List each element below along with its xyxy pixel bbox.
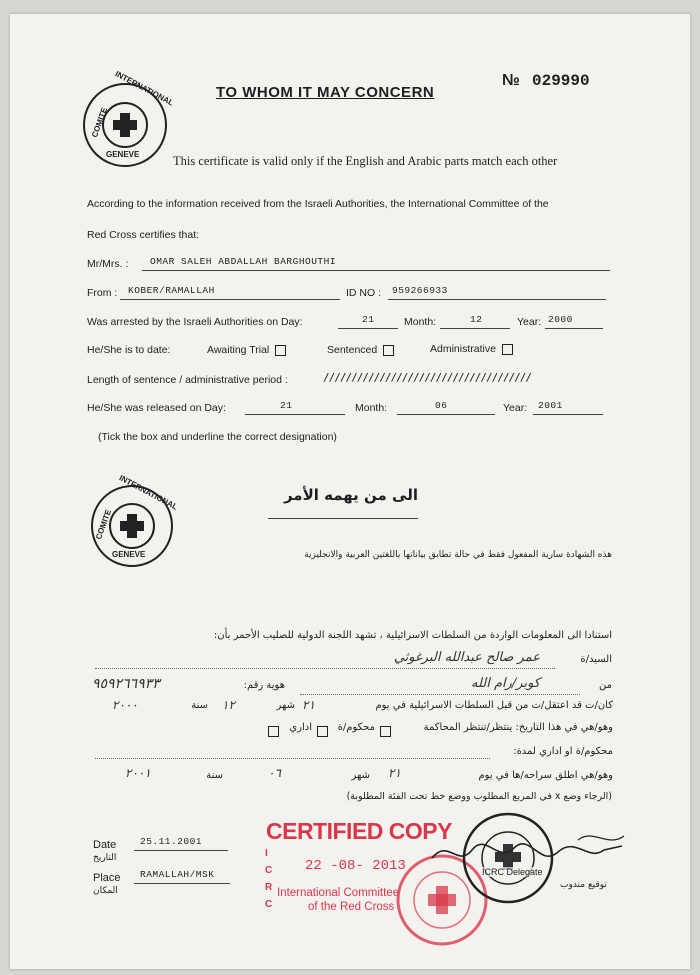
emblem-ring-top: INTERNATIONAL [113, 69, 176, 108]
ar-arrested-day: ٢١ [302, 698, 315, 712]
validity-note-en: This certificate is valid only if the English and Arabic parts match each other [173, 154, 558, 168]
sentenced-checkbox[interactable] [383, 345, 394, 356]
arrested-month: 12 [470, 314, 483, 325]
ar-released-month-word: شهر [351, 770, 370, 781]
status-sentenced: Sentenced [327, 344, 394, 356]
stamp-org-line-2: of the Red Cross [308, 901, 395, 913]
ar-sentenced-checkbox[interactable] [317, 726, 328, 737]
arrested-label: Was arrested by the Israeli Authorities on Day: [87, 316, 303, 328]
ar-id-value: ٩٥٩٢٦٦٩٣٣ [92, 676, 160, 692]
ar-year-word: سنة [191, 700, 208, 711]
released-month: 06 [435, 400, 448, 411]
arrested-year: 2000 [548, 314, 573, 325]
released-year: 2001 [538, 400, 563, 411]
ar-released-year: ٢٠٠١ [125, 766, 151, 780]
name-value: OMAR SALEH ABDALLAH BARGHOUTHI [150, 256, 337, 267]
place-label: Place [93, 872, 121, 884]
ar-from-label: من [599, 680, 612, 691]
sentence-label: Length of sentence / administrative period : [87, 374, 288, 386]
ar-status-text: وهو/هي في هذا التاريخ: ينتظر/تنتظر المحاكمة [423, 722, 613, 733]
delegate-label-ar: توقيع مندوب [560, 880, 607, 890]
tick-note: (Tick the box and underline the correct designation) [98, 431, 337, 443]
intro-line-2: Red Cross certifies that: [87, 229, 200, 241]
stamp-org-line-1: International Committee [277, 887, 400, 899]
ar-id-label: هوية رقم: [243, 680, 285, 691]
from-label: From : [87, 287, 118, 299]
ar-arrested-year: ٢٠٠٠ [112, 698, 138, 712]
date-value: 25.11.2001 [140, 836, 203, 847]
date-label: Date [93, 839, 117, 851]
emblem-ring-bottom: GENEVE [106, 150, 140, 159]
name-label: Mr/Mrs. : [87, 258, 129, 270]
ar-awaiting-checkbox[interactable] [380, 726, 391, 737]
place-label-ar: المكان [93, 886, 118, 896]
stamp-side-letters: I C R C [265, 848, 273, 910]
id-label: ID NO : [346, 287, 382, 299]
ar-arrested-month: ١٢ [222, 698, 235, 712]
status-awaiting-trial: Awaiting Trial [207, 344, 286, 356]
certified-copy-stamp: CERTIFIED COPY [266, 818, 452, 844]
released-label: He/She was released on Day: [87, 402, 226, 414]
ar-name-value: عمر صالح عبدالله البرغوثي [393, 650, 540, 665]
ar-sentenced-label: محكوم/ة [337, 722, 375, 733]
ar-intro: استنادا الى المعلومات الواردة من السلطات الاسرائيلية ، تشهد اللجنة الدولية للصليب الأحمر بأن: [213, 630, 612, 641]
ar-month-word: شهر [276, 700, 295, 711]
emblem2-ring-left: COMITE [94, 508, 114, 541]
arrested-day: 21 [362, 314, 375, 325]
delegate-signature [428, 828, 628, 873]
released-month-label: Month: [355, 402, 388, 414]
ar-released-month: ٠٦ [268, 766, 281, 780]
ar-released-year-word: سنة [206, 770, 223, 781]
status-administrative: Administrative [430, 343, 513, 355]
ar-period-label: محكوم/ة او اداري لمدة: [513, 746, 613, 757]
ar-name-label: السيد/ة [580, 654, 612, 665]
status-label: He/She is to date: [87, 344, 171, 356]
id-value: 959266933 [392, 285, 448, 296]
administrative-checkbox[interactable] [502, 344, 513, 355]
arrested-month-label: Month: [404, 316, 437, 328]
ar-admin-label: اداري [289, 722, 312, 733]
validity-note-ar: هذه الشهادة سارية المفعول فقط في حالة تطابق بياناتها باللغتين العربية والانجليزية [304, 550, 612, 560]
from-value: KOBER/RAMALLAH [128, 285, 215, 296]
emblem2-ring-top: INTERNATIONAL [117, 473, 180, 512]
stamp-date: 22 -08- 2013 [305, 858, 406, 874]
arabic-title: الى من يهمه الأمر [283, 486, 418, 504]
number-label: № [502, 72, 520, 89]
sentence-value: ///////////////////////////////////// [323, 371, 532, 384]
intro-line-1: According to the information received from the Israeli Authorities, the International Committee of the [87, 198, 549, 210]
ar-admin-checkbox[interactable] [268, 726, 279, 737]
ar-arrested-text: كان/ت قد اعتقل/ت من قبل السلطات الاسرائيلية في يوم [375, 700, 613, 711]
released-day: 21 [280, 400, 293, 411]
page-title: TO WHOM IT MAY CONCERN [216, 84, 435, 101]
ar-released-text: وهو/هي اطلق سراحه/ها في يوم [478, 770, 613, 781]
awaiting-trial-checkbox[interactable] [275, 345, 286, 356]
ar-released-day: ٢١ [388, 766, 401, 780]
released-year-label: Year: [503, 402, 528, 414]
delegate-label: ICRC Delegate [482, 867, 543, 877]
emblem-ring-left: COMITE [90, 106, 110, 139]
arrested-year-label: Year: [517, 316, 542, 328]
ar-note: (الرجاء وضع x في المربع المطلوب ووضع خط تحت الفئة المطلوبة) [346, 791, 612, 802]
certificate-number: 029990 [532, 72, 590, 90]
place-value: RAMALLAH/MSK [140, 869, 215, 880]
emblem2-ring-bottom: GENEVE [112, 550, 146, 559]
ar-from-value: كوبر/رام الله [471, 676, 540, 691]
date-label-ar: التاريخ [93, 853, 117, 863]
